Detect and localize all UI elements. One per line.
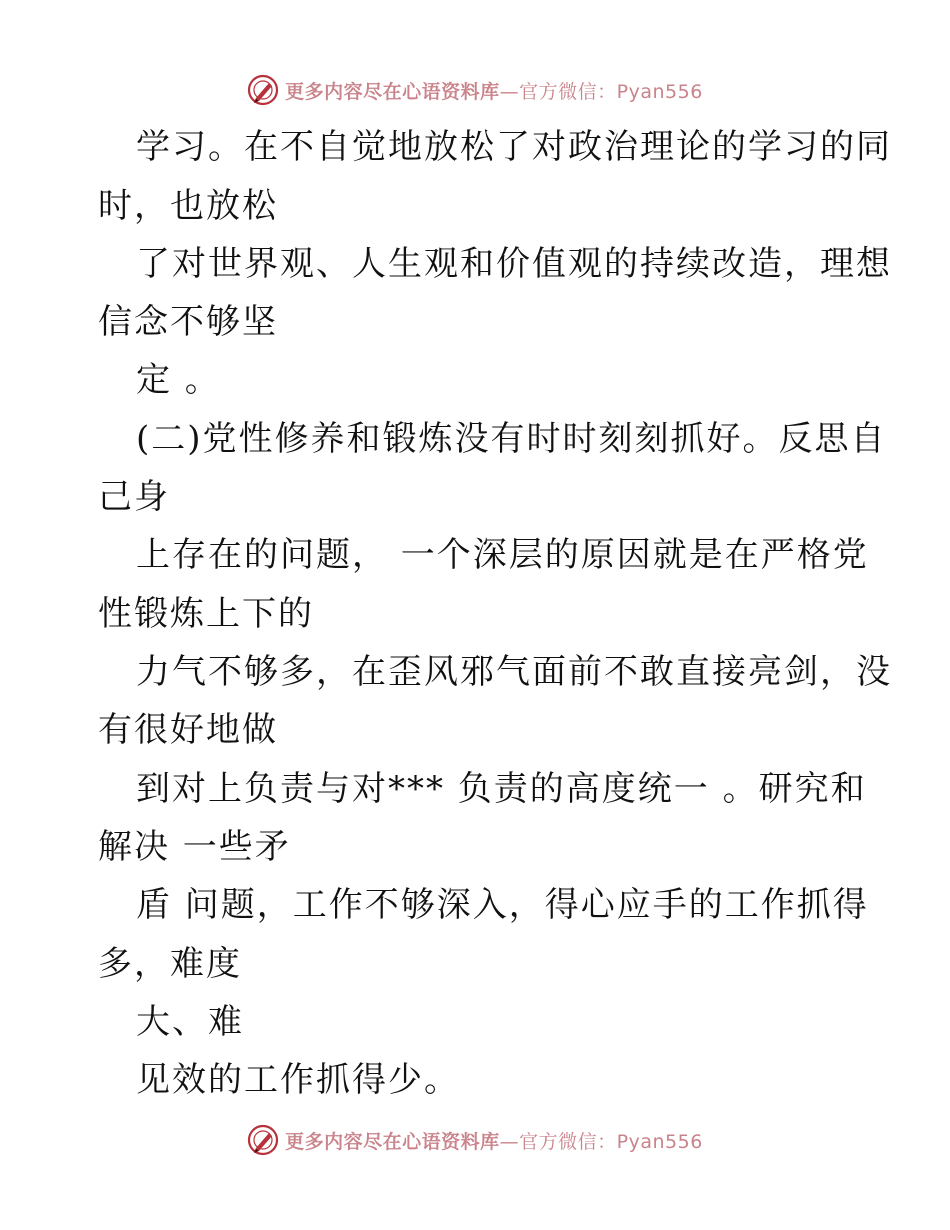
body-line-14: 盾 问题，工作不够深入，得心应手的工作抓得 [136,885,869,925]
pen-logo-icon [247,1124,279,1156]
body-line-5: 定 。 [136,360,221,400]
body-line-6: (二)党性修养和锻炼没有时时刻刻抓好。反思自 [136,419,887,459]
body-line-11: 有很好地做 [98,710,278,750]
body-line-7: 己身 [98,477,170,517]
footer-watermark-text [285,1127,703,1154]
body-line-10: 力气不够多，在歪风邪气面前不敢直接亮剑，没 [136,652,892,692]
body-line-3: 了对世界观、人生观和价值观的持续改造，理想 [136,244,892,284]
footer-watermark-sub: 官方微信：Pyan556 [519,1130,703,1153]
footer-watermark-main: 更多内容尽在心语资料库 [285,1130,500,1153]
header-watermark-sub: 官方微信：Pyan556 [519,80,703,103]
body-line-4: 信念不够坚 [98,302,278,342]
body-line-9: 性锻炼上下的 [98,594,314,634]
body-line-17: 见效的工作抓得少。 [136,1060,460,1100]
footer-watermark-inner [247,1124,703,1156]
body-line-13: 解决 一些矛 [98,827,291,867]
body-line-15: 多，难度 [98,944,242,984]
header-watermark-dash: — [499,80,520,103]
footer-watermark-dash: — [499,1130,520,1153]
body-line-12: 到对上负责与对*** 负责的高度统一 。研究和 [136,769,867,809]
body-line-2: 时，也放松 [98,186,278,226]
body-line-8: 上存在的问题， 一个深层的原因就是在严格党 [136,535,869,575]
header-watermark-main: 更多内容尽在心语资料库 [285,80,500,103]
footer-watermark [0,1120,950,1160]
body-line-16: 大、难 [136,1002,244,1042]
body-line-1: 学习。在不自觉地放松了对政治理论的学习的同 [136,127,892,167]
